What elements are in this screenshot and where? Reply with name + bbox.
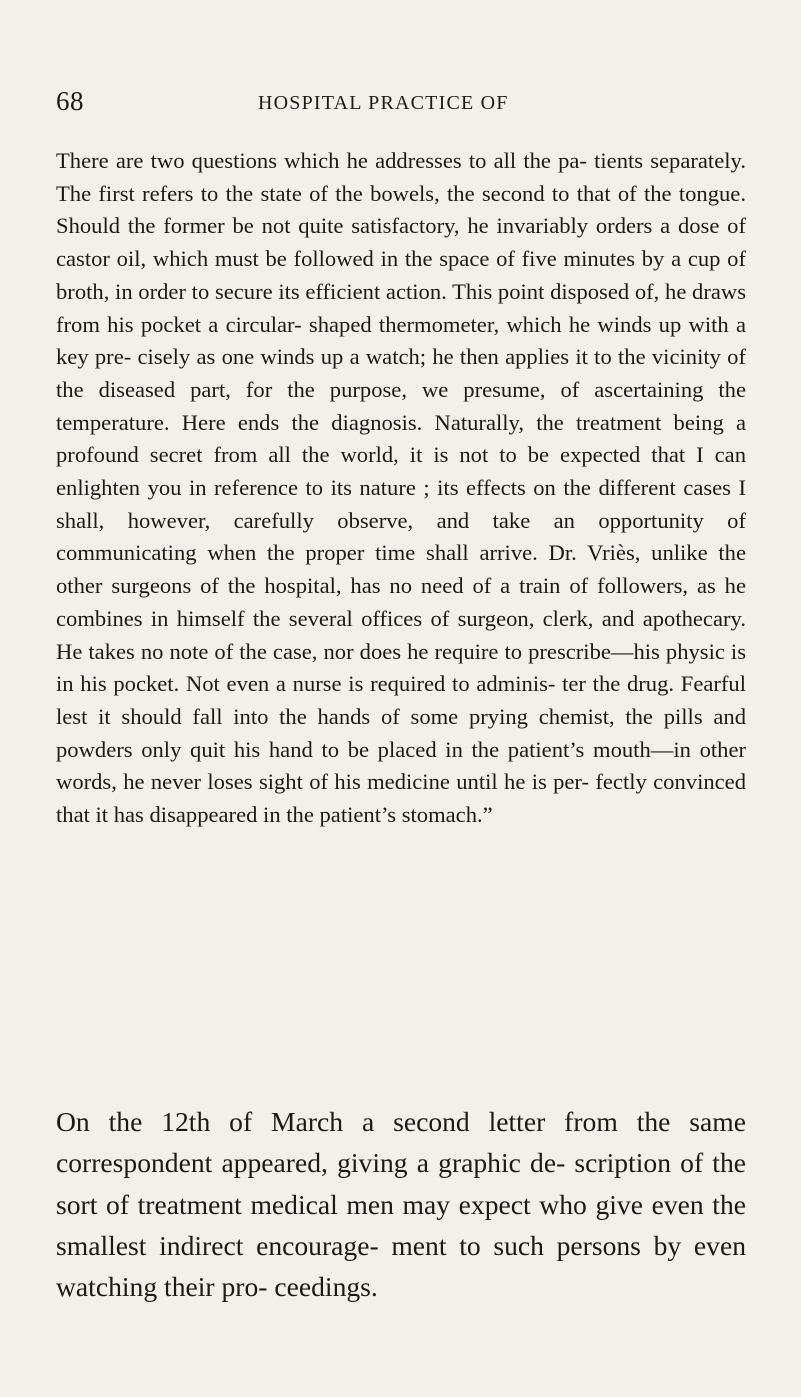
page-number: 68 bbox=[56, 86, 84, 116]
body-paragraph: On the 12th of March a second letter from the same correspondent appeared, giving a graphic de- scription of the sort of treatment medical men may expect who give even the smallest indirect encourage- ment to such persons by even watching their pro- ceedings. bbox=[56, 1106, 746, 1303]
quoted-paragraph: There are two questions which he addresses to all the pa- tients separately. The first refers to the state of the bowels, the second to that of the tongue. Should the former be not quite satisfactory, he invariably orders a dose of castor oil, which must be followed in the space of five minutes by a cup of broth, in order to secure its efficient action. This point disposed of, he draws from his pocket a circular- shaped thermometer, which he winds up with a key pre- cisely as one winds up a watch; he then applies it to the vicinity of the diseased part, for the purpose, we presume, of ascertaining the temperature. Here ends the diagnosis. Naturally, the treatment being a profound secret from all the world, it is not to be expected that I can enlighten you in reference to its nature ; its effects on the different cases I shall, however, carefully observe, and take an opportunity of communicating when the proper time shall arrive. Dr. Vriès, unlike the other surgeons of the hospital, has no need of a train of followers, as he combines in himself the several offices of surgeon, clerk, and apothecary. He takes no note of the case, nor does he require to prescribe—his physic is in his pocket. Not even a nurse is required to adminis- ter the drug. Fearful lest it should fall into the hands of some prying chemist, the pills and powders only quit his hand to be placed in the patient’s mouth—in other words, he never loses sight of his medicine until he is per- fectly convinced that it has disappeared in the patient’s stomach.” bbox=[56, 148, 746, 828]
running-head: HOSPITAL PRACTICE OF bbox=[258, 92, 509, 114]
